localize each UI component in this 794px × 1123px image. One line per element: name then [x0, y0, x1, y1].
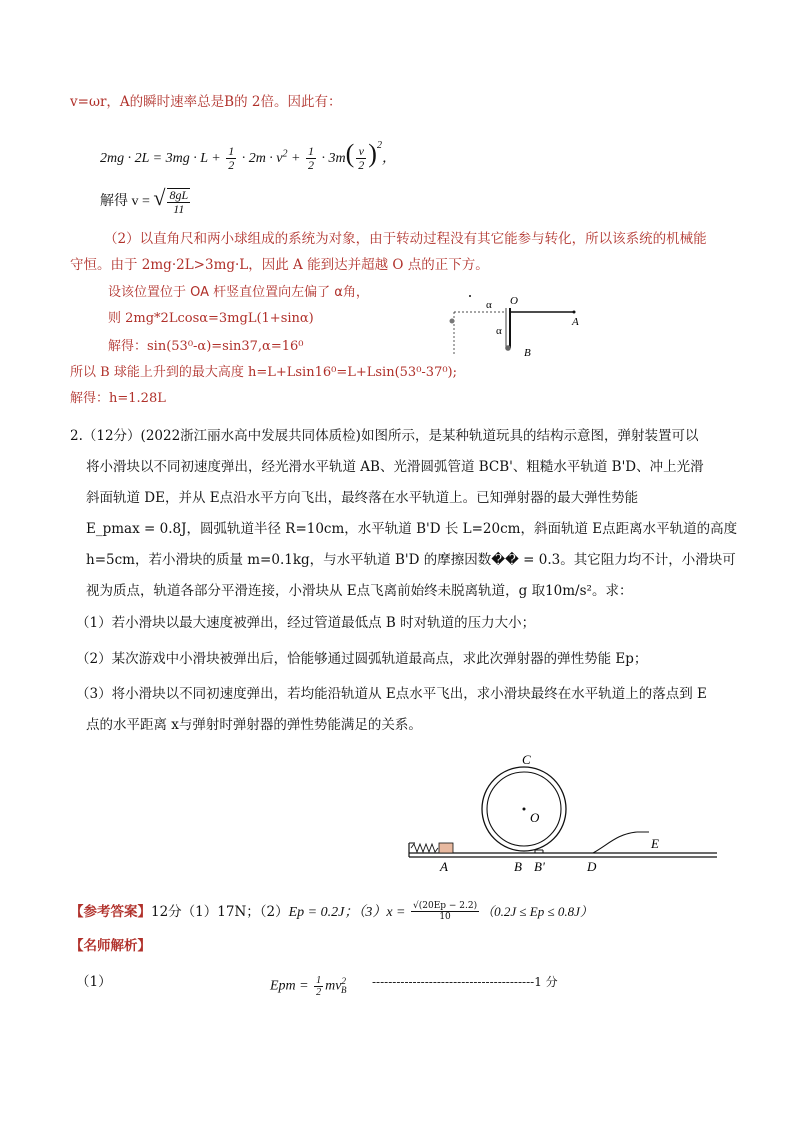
q2-part1: （1）若小滑块以最大速度被弹出，经过管道最低点 B 时对轨道的压力大小； — [76, 615, 536, 631]
label-b-prime: B' — [534, 859, 545, 874]
analysis-eq-tail: mv — [325, 978, 342, 994]
reference-answer — [70, 898, 593, 926]
ball-left — [450, 319, 455, 324]
analysis-equation: Epm = $\frac{1}{2}$ $mv^2_B$ — [270, 974, 347, 998]
answer-frac: $\frac{√(20Ep - 2.2)}{10}$ — [413, 901, 478, 922]
angle-solve-line: 解得：sin(53⁰-α)=sin37,α=16⁰ — [108, 339, 304, 354]
label-alpha-top: α — [486, 299, 492, 311]
answer-part1: 12分（1）17N；（2） — [151, 904, 289, 920]
analysis-part1: （1） — [76, 974, 112, 990]
q2-line4: E_pmax = 0.8J，圆弧轨道半径 R=10cm，水平轨道 B'D 长 L=20cm，斜面轨道 E点距离水平轨道的高度 — [86, 521, 738, 537]
answer-range: （0.2J ≤ Ep ≤ 0.8J） — [481, 904, 593, 919]
spring — [411, 844, 438, 852]
ramp-de — [593, 832, 649, 853]
label-alpha-side: α — [496, 325, 502, 337]
label-o: O — [510, 295, 518, 307]
q2-line2: 将小滑块以不同初速度弹出，经光滑水平轨道 AB、光滑圆弧管道 BCB'、粗糙水平轨道 B'D、冲上光滑 — [86, 459, 704, 475]
ruler-figure — [440, 288, 600, 370]
sol1-line1: v=ωr，A的瞬时速率总是B的 2倍。因此有： — [70, 94, 342, 110]
analysis-score: ----------------------------------------1 分 — [372, 975, 558, 989]
label-b: B — [524, 347, 531, 359]
eq1-frac3: $\frac{v}{2}$ — [358, 144, 365, 173]
angle-line: 设该位置位于 OA 杆竖直位置向左偏了 α角， — [108, 285, 369, 300]
q2-line1: 2.（12分）(2022浙江丽水高中发展共同体质检)如图所示，是某种轨道玩具的结构示意图，弹射装置可以 — [70, 428, 699, 444]
eq1-mid2: + — [291, 151, 304, 166]
label-c: C — [522, 752, 531, 767]
part2-line2: 守恒。由于 2mg·2L>3mg·L，因此 A 能到达并超越 O 点的正下方。 — [70, 257, 489, 273]
energy-equation: 2mg · 2L = 3mg · L + $\frac{1}{2}$ · $2m \cdot v^2$ + $\frac{1}{2}$ · 3m( $\frac{v}{2}$ )$^2$， — [100, 139, 396, 173]
sqrt-frac: $\frac{8gL}{11}$ — [169, 187, 189, 216]
eq1-mid3: · 3m — [321, 151, 346, 166]
label-a2: A — [440, 859, 448, 874]
solve-prefix: 解得 v = — [100, 194, 154, 209]
eq1-left: 2mg · 2L = 3mg · L + — [100, 151, 225, 166]
q2-part3-line2: 点的水平距离 x与弹射时弹射器的弹性势能满足的关系。 — [86, 717, 422, 733]
q2-part2: （2）某次游戏中小滑块被弹出后，恰能够通过圆弧轨道最高点，求此次弹射器的弹性势能 Ep； — [76, 651, 648, 667]
label-a: A — [572, 316, 579, 328]
answer-x: x = — [386, 905, 409, 920]
q2-line6: 视为质点，轨道各部分平滑连接，小滑块从 E点飞离前始终未脱离轨道，g 取10m/s²。求： — [86, 583, 633, 599]
label-e: E — [651, 836, 659, 851]
analysis-label: 【名师解析】 — [70, 938, 151, 954]
answer-label: 【参考答案】 — [70, 904, 151, 920]
answer-part2: Ep = 0.2J；（3） — [288, 905, 387, 920]
ball-b — [505, 345, 511, 351]
q2-line3: 斜面轨道 DE，并从 E点沿水平方向飞出，最终落在水平轨道上。已知弹射器的最大弹性势能 — [86, 490, 639, 506]
max-height-line: 所以 B 球能上升到的最大高度 h=L+Lsin16⁰=L+Lsin(53⁰-37⁰); — [70, 365, 458, 380]
eq1-frac1: $\frac{1}{2}$ — [228, 144, 235, 173]
track-figure — [405, 748, 725, 876]
label-o2: O — [530, 810, 540, 825]
block-a — [439, 843, 453, 853]
dot-mark — [469, 295, 471, 297]
point-a — [573, 311, 576, 314]
analysis-eq-left: Epm = — [270, 978, 313, 994]
angle-eq-line: 则 2mg*2Lcosα=3mgL(1+sinα) — [108, 311, 314, 326]
q2-part3-line1: （3）将小滑块以不同初速度弹出，若均能沿轨道从 E点水平飞出，求小滑块最终在水平轨道上的落点到 E — [76, 686, 707, 702]
eq1-mid1: · 2m · v — [241, 151, 283, 166]
eq1-frac2: $\frac{1}{2}$ — [307, 144, 314, 173]
label-d: D — [587, 859, 597, 874]
analysis-half: $\frac{1}{2}$ — [316, 974, 322, 998]
loop-center — [523, 808, 526, 811]
eq1-tail: ， — [381, 151, 396, 166]
height-answer-line: 解得：h=1.28L — [70, 391, 166, 406]
label-b2: B — [514, 859, 522, 874]
q2-line5: h=5cm，若小滑块的质量 m=0.1kg，与水平轨道 B'D 的摩擦因数�� = 0.3。其它阻力均不计，小滑块可 — [86, 552, 736, 568]
velocity-solution: 解得 v = √ $\frac{8gL}{11}$ — [100, 185, 189, 216]
part2-line1: （2）以直角尺和两小球组成的系统为对象，由于转动过程没有其它能参与转化，所以该系统的机械能 — [104, 231, 707, 247]
